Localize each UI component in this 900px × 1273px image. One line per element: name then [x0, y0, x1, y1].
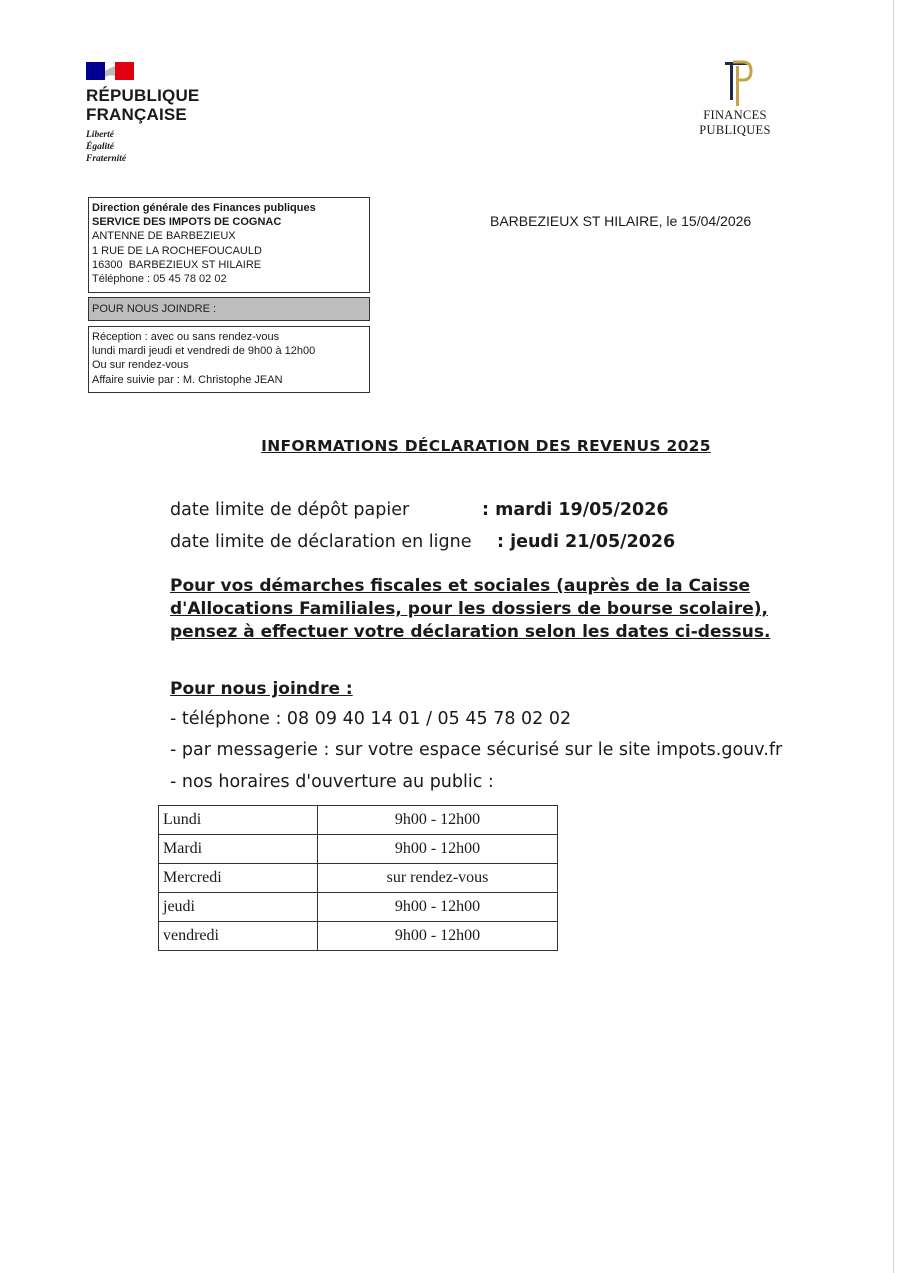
reception-line: Ou sur rendez-vous: [92, 359, 189, 372]
finances-publiques-text: FINANCES PUBLIQUES: [699, 108, 771, 137]
hours-day: Mardi: [159, 835, 318, 864]
republic-line-1: RÉPUBLIQUE: [86, 86, 200, 105]
place-date: BARBEZIEUX ST HILAIRE, le 15/04/2026: [490, 213, 752, 229]
hours-day: Lundi: [159, 806, 318, 835]
contact-title: Pour nous joindre :: [170, 679, 353, 699]
join-label-box: [88, 297, 370, 321]
reception-line: Réception : avec ou sans rendez-vous: [92, 331, 280, 343]
finances-publiques-logo: [668, 60, 802, 138]
republique-francaise-logo: [86, 62, 199, 165]
hours-time: 9h00 - 12h00: [318, 806, 558, 835]
table-row: [159, 922, 558, 951]
sender-line: 16300 BARBEZIEUX ST HILAIRE: [92, 258, 262, 271]
notice-paragraph: Pour vos démarches fiscales et sociales (auprès de la Caisse d'Allocations Familiales, pour les dossiers de bourse scolaire), pensez à effectuer votre déclaration selon les dates ci-dessus.: [170, 576, 771, 642]
contact-messaging: - par messagerie : sur votre espace sécurisé sur le site impots.gouv.fr: [170, 740, 783, 760]
table-row: [159, 893, 558, 922]
fp-monogram-icon: [715, 60, 755, 108]
motto-egalite: Égalité: [86, 142, 114, 152]
sender-line: ANTENNE DE BARBEZIEUX: [92, 230, 236, 243]
sender-line: Téléphone : 05 45 78 02 02: [92, 273, 227, 286]
republic-line-2: FRANÇAISE: [86, 105, 187, 124]
table-row: [159, 806, 558, 835]
page-title: INFORMATIONS DÉCLARATION DES REVENUS 2025: [261, 437, 711, 455]
hours-time: 9h00 - 12h00: [318, 922, 558, 951]
sender-line: 1 RUE DE LA ROCHEFOUCAULD: [92, 244, 262, 257]
hours-time: 9h00 - 12h00: [318, 835, 558, 864]
motto-fraternite: Fraternité: [86, 154, 127, 164]
sender-line: Direction générale des Finances publiques: [92, 202, 316, 214]
motto-liberte: Liberté: [86, 130, 114, 140]
hours-day: Mercredi: [159, 864, 318, 893]
deadline-paper: [170, 500, 669, 520]
hours-time: sur rendez-vous: [318, 864, 558, 893]
deadline-value: : mardi 19/05/2026: [482, 500, 669, 520]
deadline-label: date limite de dépôt papier: [170, 500, 410, 520]
hours-time: 9h00 - 12h00: [318, 893, 558, 922]
deadline-value: : jeudi 21/05/2026: [497, 532, 676, 552]
hours-day: jeudi: [159, 893, 318, 922]
deadline-online: [170, 532, 675, 552]
marianne-flag-icon: [86, 62, 134, 80]
page-edge: [893, 0, 894, 1273]
contact-hours-intro: - nos horaires d'ouverture au public :: [170, 772, 494, 792]
table-row: [159, 864, 558, 893]
hours-day: vendredi: [159, 922, 318, 951]
reception-line: Affaire suivie par : M. Christophe JEAN: [92, 373, 283, 386]
sender-line: SERVICE DES IMPOTS DE COGNAC: [92, 216, 282, 229]
opening-hours-table: [158, 805, 558, 951]
sender-address-box: [88, 197, 370, 293]
contact-phone: - téléphone : 08 09 40 14 01 / 05 45 78 02 02: [170, 709, 572, 729]
reception-line: lundi mardi jeudi et vendredi de 9h00 à 12h00: [92, 345, 316, 358]
join-label: POUR NOUS JOINDRE :: [92, 303, 217, 315]
table-row: [159, 835, 558, 864]
reception-box: [88, 326, 370, 393]
deadline-label: date limite de déclaration en ligne: [170, 532, 472, 552]
